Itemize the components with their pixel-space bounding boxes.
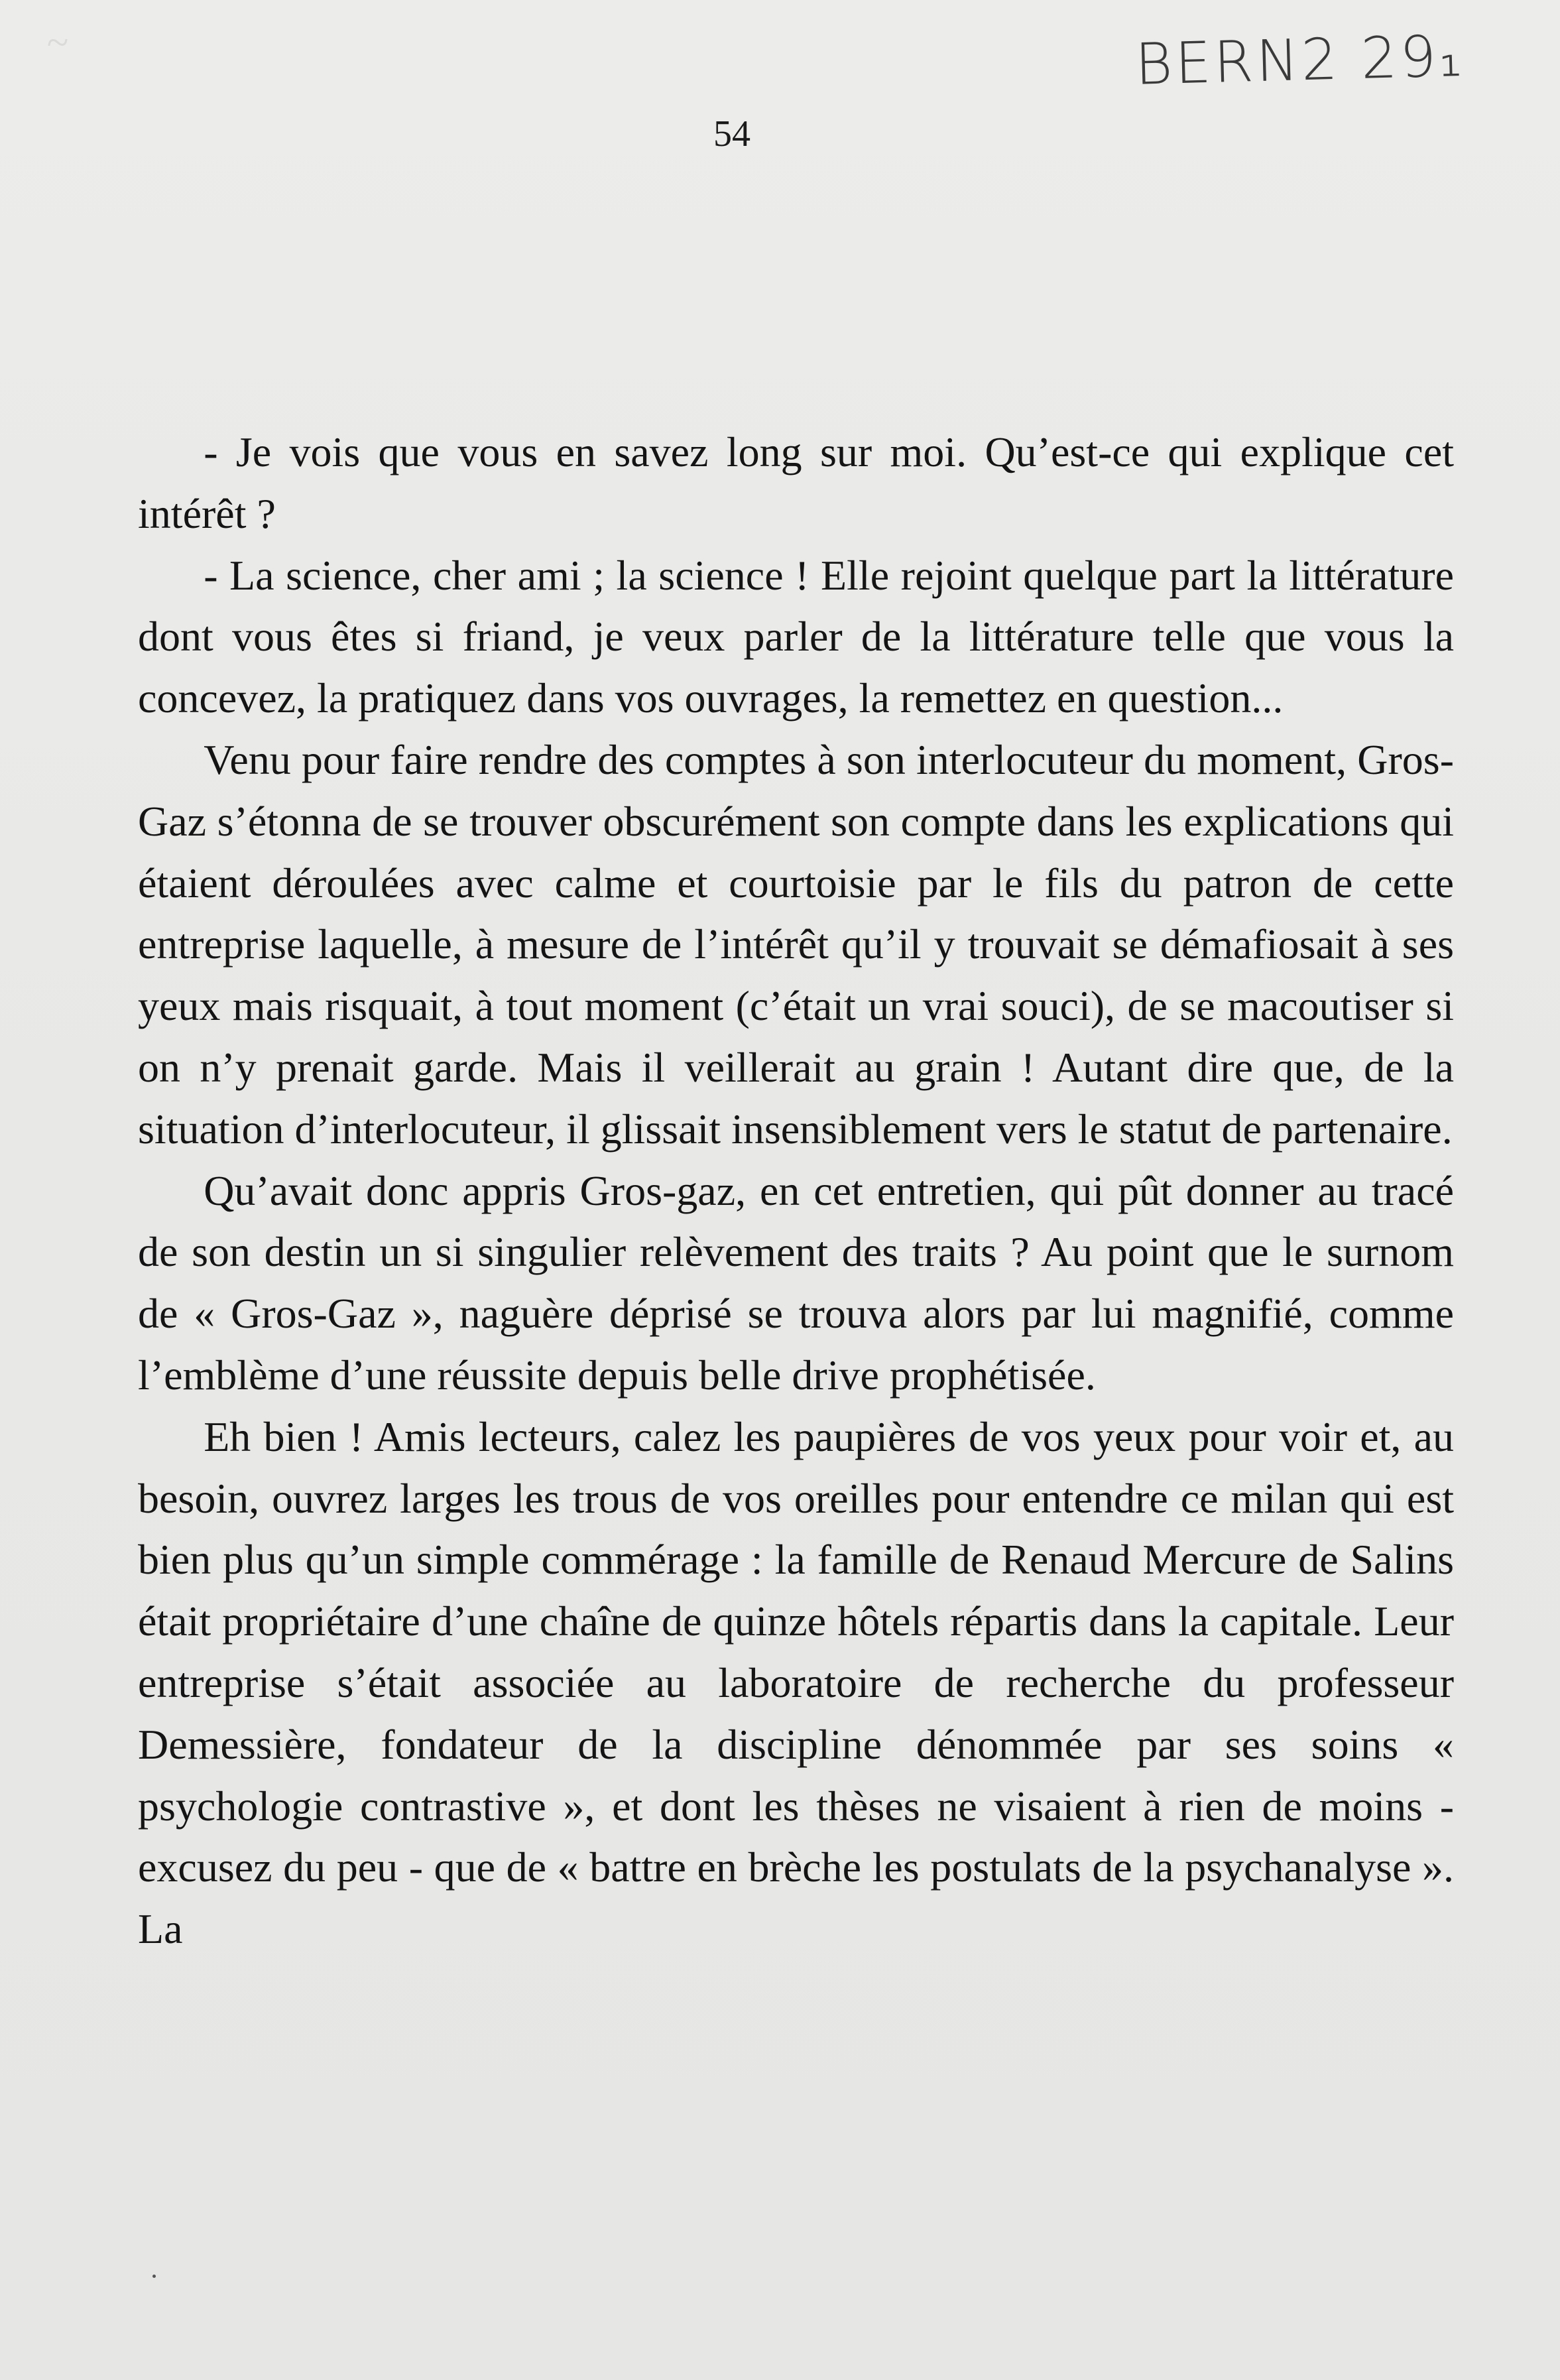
paragraph-2: Qu’avait donc appris Gros-gaz, en cet entretien, qui pût donner au tracé de son destin un si singulier relèvement des traits ? Au point que le surnom de « Gros-Gaz », naguère déprisé se trouva alors par lui magnifié, comme l’emblème d’une réussite depuis belle drive prophétisée.: [138, 1166, 1454, 1399]
page-number: 54: [713, 113, 750, 155]
dialogue-line-1: - Je vois que vous en savez long sur moi. Qu’est-ce qui explique cet intérêt ?: [138, 428, 1454, 537]
paragraph-3: Eh bien ! Amis lecteurs, calez les paupières de vos yeux pour voir et, au besoin, ouvrez larges les trous de vos oreilles pour entendre ce milan qui est bien plus qu’un simple commérage : la famille de Renaud Mercure de Salins était propriétaire d’une chaîne de quinze hôtels répartis dans la capitale. Leur entreprise s’était associée au laboratoire de recherche du professeur Demessière, fondateur de la discipline dénommée par ses soins « psychologie contrastive », et dont les thèses ne visaient à rien de moins -excusez du peu - que de « battre en brèche les postulats de la psychanalyse ». La: [138, 1412, 1454, 1953]
paper-speck: [152, 2275, 156, 2278]
dialogue-line-2: - La science, cher ami ; la science ! Elle rejoint quelque part la littérature dont vous êtes si friand, je veux parler de la littérature telle que vous la concevez, la pratiquez dans vos ouvrages, la remettez en question...: [138, 551, 1454, 722]
paragraph-1: Venu pour faire rendre des comptes à son interlocuteur du moment, Gros-Gaz s’étonna de se trouver obscurément son compte dans les explications qui étaient déroulées avec calme et courtoisie par le fils du patron de cette entreprise laquelle, à mesure de l’intérêt qu’il y trouvait se démafiosait à ses yeux mais risquait, à tout moment (c’était un vrai souci), de se macoutiser si on n’y prenait garde. Mais il veillerait au grain ! Autant dire que, de la situation d’interlocuteur, il glissait insensiblement vers le statut de partenaire.: [138, 735, 1454, 1153]
handwritten-archive-note: BERN2 29₁: [1134, 23, 1465, 98]
faint-stamp-mark: ~: [46, 21, 68, 64]
body-text: [138, 422, 1454, 1960]
